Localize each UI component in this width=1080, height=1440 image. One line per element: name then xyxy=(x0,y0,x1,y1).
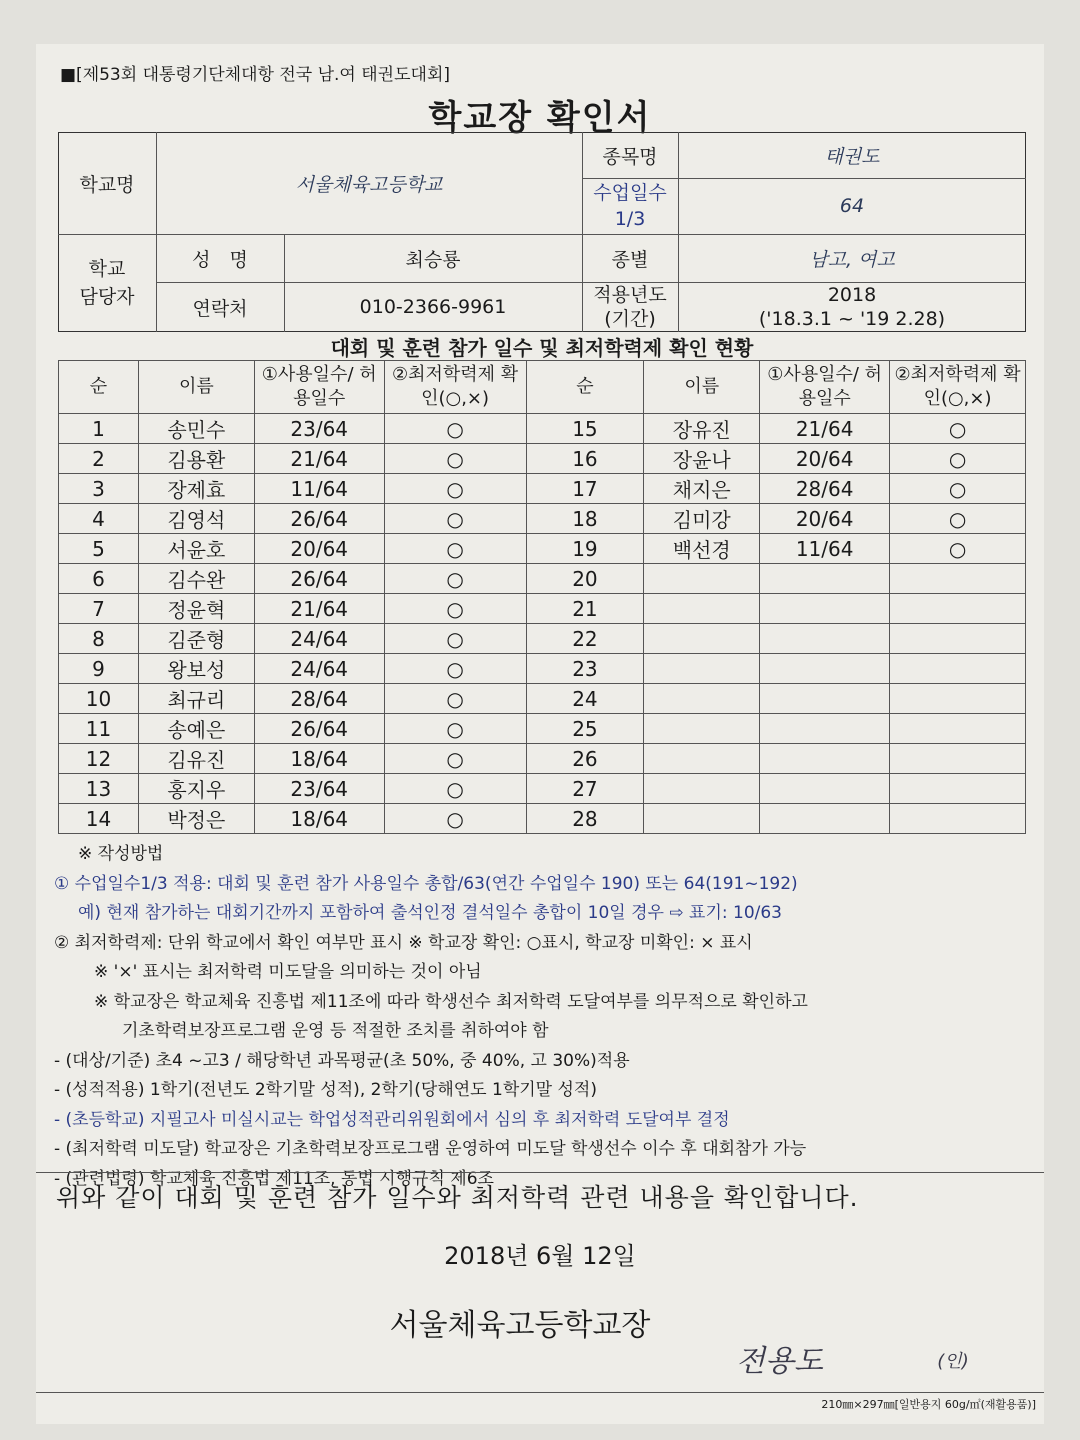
col-no: 순 xyxy=(526,361,644,414)
left-check-cell: ○ xyxy=(384,654,526,684)
right-days-cell xyxy=(760,774,890,804)
contact-value: 010-2366-9961 xyxy=(359,296,507,318)
col-days: ①사용일수/ 허용일수 xyxy=(760,361,890,414)
left-name-cell: 김영석 xyxy=(138,504,254,534)
left-check-cell: ○ xyxy=(384,804,526,834)
year-label: 적용년도 (기간) xyxy=(593,284,667,330)
right-check-cell: ○ xyxy=(890,414,1026,444)
name-value: 최승룡 xyxy=(405,248,461,271)
left-days-cell: 23/64 xyxy=(254,774,384,804)
col-check: ②최저학력제 확인(○,×) xyxy=(384,361,526,414)
left-no-cell: 14 xyxy=(59,804,139,834)
left-check-cell: ○ xyxy=(384,474,526,504)
left-name-cell: 송민수 xyxy=(138,414,254,444)
left-no-cell: 13 xyxy=(59,774,139,804)
right-name-cell xyxy=(644,564,760,594)
right-no-cell: 17 xyxy=(526,474,644,504)
right-no-cell: 19 xyxy=(526,534,644,564)
right-check-cell xyxy=(890,594,1026,624)
right-name-cell xyxy=(644,804,760,834)
left-name-cell: 김용환 xyxy=(138,444,254,474)
left-check-cell: ○ xyxy=(384,744,526,774)
school-label: 학교명 xyxy=(79,173,135,196)
kind-value: 남고, 여고 xyxy=(809,248,895,271)
school-head-title: 서울체육고등학교장 xyxy=(389,1308,651,1343)
left-name-cell: 서윤호 xyxy=(138,534,254,564)
right-days-cell xyxy=(760,654,890,684)
table-row xyxy=(59,594,1026,624)
name-label: 성 명 xyxy=(192,248,248,271)
right-name-cell: 백선경 xyxy=(644,534,760,564)
right-check-cell xyxy=(890,624,1026,654)
document-title: 학교장 확인서 xyxy=(428,98,652,138)
detail-3: - (초등학교) 지필고사 미실시교는 학업성적관리위원회에서 심의 후 최저학력 도달여부 결정 xyxy=(54,1109,730,1130)
right-check-cell xyxy=(890,804,1026,834)
right-no-cell: 25 xyxy=(526,714,644,744)
left-name-cell: 김수완 xyxy=(138,564,254,594)
col-name: 이름 xyxy=(644,361,760,414)
event-label: 종목명 xyxy=(602,145,658,168)
instructions xyxy=(54,840,1034,1194)
col-check: ②최저학력제 확인(○,×) xyxy=(890,361,1026,414)
table-row xyxy=(59,744,1026,774)
right-no-cell: 28 xyxy=(526,804,644,834)
right-no-cell: 23 xyxy=(526,654,644,684)
left-no-cell: 2 xyxy=(59,444,139,474)
left-name-cell: 정윤혁 xyxy=(138,594,254,624)
detail-2: - (성적적용) 1학기(전년도 2학기말 성적), 2학기(당해연도 1학기말 성적) xyxy=(54,1080,597,1100)
left-check-cell: ○ xyxy=(384,534,526,564)
right-name-cell xyxy=(644,594,760,624)
left-name-cell: 김유진 xyxy=(138,744,254,774)
right-days-cell: 20/64 xyxy=(760,444,890,474)
right-check-cell: ○ xyxy=(890,504,1026,534)
note-1-example: 예) 현재 참가하는 대회기간까지 포함하여 출석인정 결석일수 총합이 10일 경우 ⇨ 표기: 10/63 xyxy=(78,903,782,923)
table-row xyxy=(59,774,1026,804)
left-no-cell: 8 xyxy=(59,624,139,654)
table-row xyxy=(59,714,1026,744)
kind-label: 종별 xyxy=(611,248,649,271)
left-name-cell: 장제효 xyxy=(138,474,254,504)
note-2: ② 최저학력제: 단위 학교에서 확인 여부만 표시 ※ 학교장 확인: ○표시, 학교장 미확인: × 표시 xyxy=(54,932,753,953)
right-check-cell: ○ xyxy=(890,474,1026,504)
right-name-cell xyxy=(644,624,760,654)
left-no-cell: 3 xyxy=(59,474,139,504)
days-value: 64 xyxy=(839,195,865,217)
left-check-cell: ○ xyxy=(384,564,526,594)
table-row xyxy=(59,534,1026,564)
left-no-cell: 11 xyxy=(59,714,139,744)
table-row xyxy=(59,624,1026,654)
left-days-cell: 26/64 xyxy=(254,714,384,744)
left-days-cell: 23/64 xyxy=(254,414,384,444)
table-row xyxy=(59,444,1026,474)
note-1: ① 수업일수1/3 적용: 대회 및 훈련 참가 사용일수 총합/63(연간 수업일수 190) 또는 64(191~192) xyxy=(54,873,798,894)
right-check-cell: ○ xyxy=(890,534,1026,564)
right-name-cell xyxy=(644,744,760,774)
official-stamp: (인) xyxy=(937,1351,969,1372)
left-no-cell: 12 xyxy=(59,744,139,774)
participation-table xyxy=(58,360,1026,834)
right-no-cell: 27 xyxy=(526,774,644,804)
left-check-cell: ○ xyxy=(384,684,526,714)
right-no-cell: 26 xyxy=(526,744,644,774)
note-2-law: ※ 학교장은 학교체육 진흥법 제11조에 따라 학생선수 최저학력 도달여부를 의무적으로 확인하고 xyxy=(94,991,808,1012)
left-name-cell: 김준형 xyxy=(138,624,254,654)
year-value: 2018 ('18.3.1 ~ '19 2.28) xyxy=(758,284,946,330)
right-name-cell: 김미강 xyxy=(644,504,760,534)
right-no-cell: 15 xyxy=(526,414,644,444)
right-name-cell xyxy=(644,684,760,714)
note-2-law-cont: 기초학력보장프로그램 운영 등 적절한 조치를 취하여야 함 xyxy=(122,1021,549,1041)
right-name-cell xyxy=(644,654,760,684)
days-label: 수업일수 1/3 xyxy=(593,182,667,230)
right-name-cell: 채지은 xyxy=(644,474,760,504)
col-no: 순 xyxy=(59,361,139,414)
right-no-cell: 20 xyxy=(526,564,644,594)
right-no-cell: 22 xyxy=(526,624,644,654)
table-row xyxy=(59,564,1026,594)
table-row xyxy=(59,414,1026,444)
left-check-cell: ○ xyxy=(384,414,526,444)
notes-heading: ※ 작성방법 xyxy=(78,844,164,864)
left-check-cell: ○ xyxy=(384,714,526,744)
right-days-cell: 21/64 xyxy=(760,414,890,444)
right-check-cell xyxy=(890,774,1026,804)
left-days-cell: 24/64 xyxy=(254,624,384,654)
right-check-cell xyxy=(890,714,1026,744)
right-check-cell xyxy=(890,654,1026,684)
table-row xyxy=(59,504,1026,534)
right-days-cell xyxy=(760,714,890,744)
detail-1: - (대상/기준) 초4 ~고3 / 해당학년 과목평균(초 50%, 중 40%, 고 30%)적용 xyxy=(54,1050,630,1071)
right-days-cell: 28/64 xyxy=(760,474,890,504)
note-2-remark: ※ '×' 표시는 최저학력 미도달을 의미하는 것이 아님 xyxy=(94,962,482,982)
right-days-cell xyxy=(760,744,890,774)
table-row xyxy=(59,654,1026,684)
left-days-cell: 11/64 xyxy=(254,474,384,504)
right-name-cell xyxy=(644,714,760,744)
left-days-cell: 21/64 xyxy=(254,594,384,624)
right-days-cell xyxy=(760,594,890,624)
left-no-cell: 4 xyxy=(59,504,139,534)
left-check-cell: ○ xyxy=(384,774,526,804)
paper-spec: 210㎜×297㎜[일반용지 60g/㎡(재활용품)] xyxy=(821,1398,1036,1411)
left-no-cell: 1 xyxy=(59,414,139,444)
left-check-cell: ○ xyxy=(384,594,526,624)
right-check-cell xyxy=(890,564,1026,594)
left-days-cell: 18/64 xyxy=(254,804,384,834)
right-name-cell: 장윤나 xyxy=(644,444,760,474)
right-name-cell xyxy=(644,774,760,804)
school-value: 서울체육고등학교 xyxy=(295,173,443,196)
col-name: 이름 xyxy=(138,361,254,414)
left-no-cell: 9 xyxy=(59,654,139,684)
left-check-cell: ○ xyxy=(384,444,526,474)
col-days: ①사용일수/ 허용일수 xyxy=(254,361,384,414)
right-days-cell xyxy=(760,564,890,594)
contact-label: 연락처 xyxy=(192,297,248,320)
right-days-cell xyxy=(760,804,890,834)
left-days-cell: 26/64 xyxy=(254,564,384,594)
detail-5: - (관련법령) 학교체육 진흥법 제11조, 동법 시행규칙 제6조 xyxy=(54,1168,494,1189)
left-days-cell: 26/64 xyxy=(254,504,384,534)
table-caption: 대회 및 훈련 참가 일수 및 최저학력제 확인 현황 xyxy=(330,335,754,360)
left-name-cell: 왕보성 xyxy=(138,654,254,684)
document-header: ■[제53회 대통령기단체대항 전국 남.여 태권도대회] xyxy=(60,65,450,85)
left-name-cell: 송예은 xyxy=(138,714,254,744)
left-name-cell: 박정은 xyxy=(138,804,254,834)
right-days-cell xyxy=(760,624,890,654)
left-days-cell: 21/64 xyxy=(254,444,384,474)
left-name-cell: 홍지우 xyxy=(138,774,254,804)
table-row xyxy=(59,804,1026,834)
left-days-cell: 28/64 xyxy=(254,684,384,714)
right-days-cell xyxy=(760,684,890,714)
document-page xyxy=(36,44,1044,1424)
table-row xyxy=(59,474,1026,504)
right-no-cell: 21 xyxy=(526,594,644,624)
staff-label: 학교 담당자 xyxy=(79,258,135,308)
right-no-cell: 16 xyxy=(526,444,644,474)
right-days-cell: 11/64 xyxy=(760,534,890,564)
right-days-cell: 20/64 xyxy=(760,504,890,534)
left-no-cell: 10 xyxy=(59,684,139,714)
left-name-cell: 최규리 xyxy=(138,684,254,714)
left-days-cell: 24/64 xyxy=(254,654,384,684)
confirmation-statement: 위와 같이 대회 및 훈련 참가 일수와 최저학력 관련 내용을 확인합니다. xyxy=(56,1183,859,1212)
left-check-cell: ○ xyxy=(384,504,526,534)
left-no-cell: 7 xyxy=(59,594,139,624)
left-days-cell: 20/64 xyxy=(254,534,384,564)
right-check-cell xyxy=(890,684,1026,714)
right-no-cell: 24 xyxy=(526,684,644,714)
principal-signature: 전용도 xyxy=(736,1344,823,1379)
table-row xyxy=(59,684,1026,714)
left-check-cell: ○ xyxy=(384,624,526,654)
detail-4: - (최저학력 미도달) 학교장은 기초학력보장프로그램 운영하여 미도달 학생선수 이수 후 대회참가 가능 xyxy=(54,1139,807,1159)
right-name-cell: 장유진 xyxy=(644,414,760,444)
right-check-cell: ○ xyxy=(890,444,1026,474)
left-days-cell: 18/64 xyxy=(254,744,384,774)
right-no-cell: 18 xyxy=(526,504,644,534)
issue-date: 2018년 6월 12일 xyxy=(444,1242,636,1270)
left-no-cell: 6 xyxy=(59,564,139,594)
event-value: 태권도 xyxy=(824,145,880,168)
left-no-cell: 5 xyxy=(59,534,139,564)
table-header-row xyxy=(59,361,1026,414)
right-check-cell xyxy=(890,744,1026,774)
